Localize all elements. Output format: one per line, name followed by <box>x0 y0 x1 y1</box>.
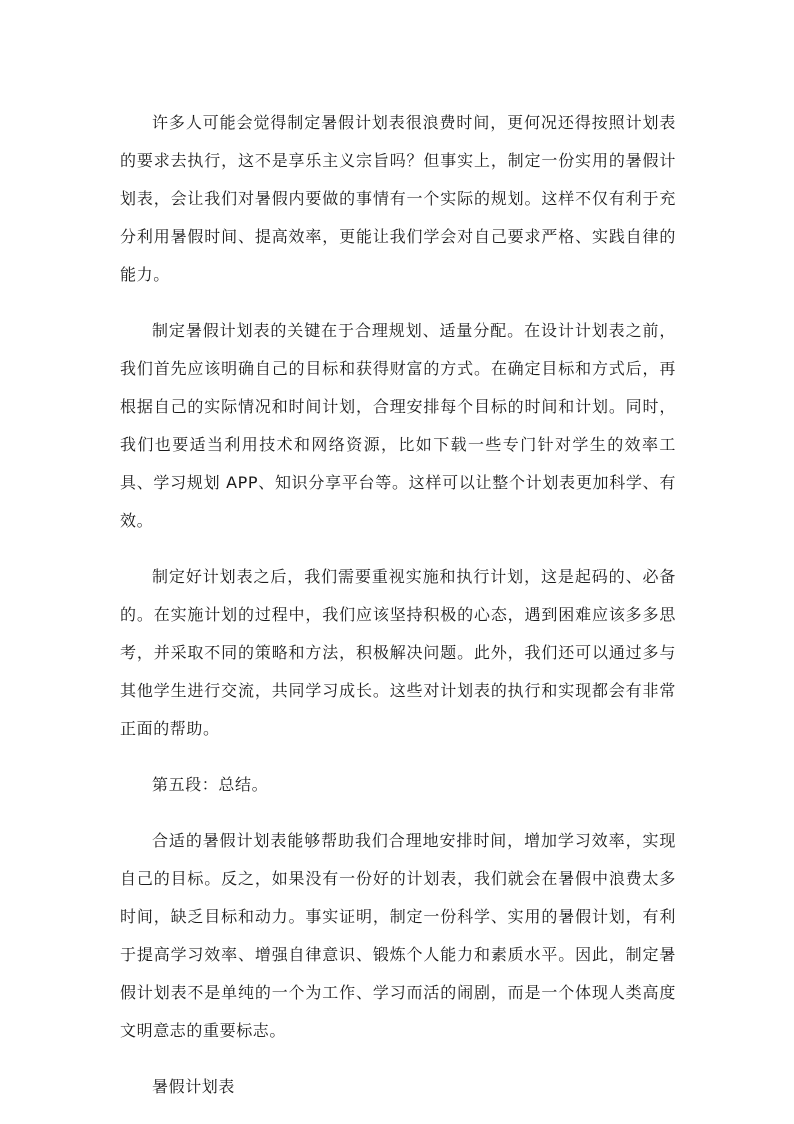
paragraph-intro: 许多人可能会觉得制定暑假计划表很浪费时间，更何况还得按照计划表的要求去执行，这不是享乐主义宗旨吗？但事实上，制定一份实用的暑假计划表，会让我们对暑假内要做的事情有一个实际的规划。这样不仅有利于充分利用暑假时间、提高效率，更能让我们学会对自己要求严格、实践自律的能力。 <box>120 113 676 284</box>
section-heading-summary: 第五段：总结。 <box>152 775 269 794</box>
paragraph-execution: 制定好计划表之后，我们需要重视实施和执行计划，这是起码的、必备的。在实施计划的过程中，我们应该坚持积极的心态，遇到困难应该多多思考，并采取不同的策略和方法，积极解决问题。此外，我们还可以通过多与其他学生进行交流，共同学习成长。这些对计划表的执行和实现都会有非常正面的帮助。 <box>120 567 676 738</box>
paragraph-conclusion: 合适的暑假计划表能够帮助我们合理地安排时间，增加学习效率，实现自己的目标。反之，如果没有一份好的计划表，我们就会在暑假中浪费太多时间，缺乏目标和动力。事实证明，制定一份科学、实用的暑假计划，有利于提高学习效率、增强自律意识、锻炼个人能力和素质水平。因此，制定暑假计划表不是单纯的一个为工作、学习而活的闹剧，而是一个体现人类高度文明意志的重要标志。 <box>120 831 676 1040</box>
paragraph-planning: 制定暑假计划表的关键在于合理规划、适量分配。在设计计划表之前，我们首先应该明确自己的目标和获得财富的方式。在确定目标和方式后，再根据自己的实际情况和时间计划，合理安排每个目标的时间和计划。同时，我们也要适当利用技术和网络资源，比如下载一些专门针对学生的效率工具、学习规划 APP、知识分享平台等。这样可以让整个计划表更加科学、有效。 <box>120 321 676 530</box>
document-body <box>120 104 676 1124</box>
section-heading-plan-table: 暑假计划表 <box>152 1077 236 1096</box>
